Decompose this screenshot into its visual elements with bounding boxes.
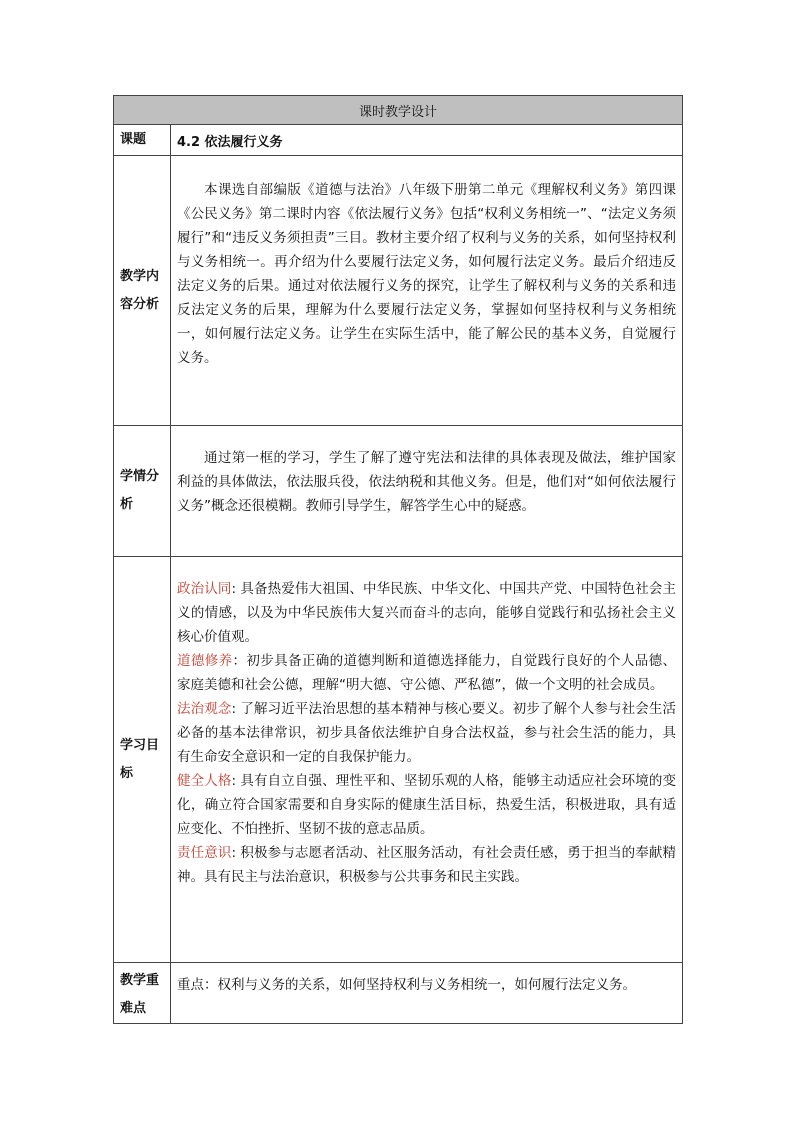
key-points-label: 教学重难点: [114, 963, 171, 1024]
table-header: 课时教学设计: [114, 96, 683, 125]
topic-label: 课题: [114, 125, 171, 156]
goal-item-responsibility: [177, 841, 676, 889]
learner-analysis-label: 学情分析: [114, 426, 171, 557]
table-header-row: [114, 96, 683, 125]
key-points-cell: [171, 963, 683, 1024]
content-analysis-label: 教学内容分析: [114, 156, 171, 426]
learner-analysis-row: [114, 426, 683, 557]
goal-key: 责任意识: [177, 845, 232, 861]
topic-row: [114, 125, 683, 156]
goal-key: 健全人格: [177, 773, 232, 789]
goal-key: 政治认同: [177, 581, 232, 597]
goal-text: : 具备热爱伟大祖国、中华民族、中华文化、中国共产党、中国特色社会主义的情感，以及为中华民族伟大复兴而奋斗的志向，能够自觉践行和弘扬社会主义核心价值观。: [177, 581, 677, 645]
lesson-design-table: [113, 95, 683, 1024]
content-analysis-text: 本课选自部编版《道德与法治》八年级下册第二单元《理解权利义务》第四课《公民义务》第二课时内容《依法履行义务》包括“权利义务相统一”、“法定义务须履行”和“违反义务须担责”三目。教材主要介绍了权利与义务的关系，如何坚持权利与义务相统一。再介绍为什么要履行法定义务，如何履行法定义务。最后介绍违反法定义务的后果。通过对依法履行义务的探究，让学生了解权利与义务的关系和违反法定义务的后果，理解为什么要履行法定义务，掌握如何坚持权利与义务相统一，如何履行法定义务。让学生在实际生活中，能了解公民的基本义务，自觉履行义务。: [177, 182, 677, 366]
learner-analysis-cell: [171, 426, 683, 557]
content-analysis-row: [114, 156, 683, 426]
goal-text: ：初步具备正确的道德判断和道德选择能力，自觉践行良好的个人品德、家庭美德和社会公德，理解“明大德、守公德、严私德”，做一个文明的社会成员。: [177, 653, 677, 693]
learning-goals-row: [114, 557, 683, 963]
goal-key: 法治观念: [177, 701, 232, 717]
goal-item-personality: [177, 769, 676, 841]
goal-item-political: [177, 577, 676, 649]
goal-item-moral: [177, 649, 676, 697]
learning-goals-cell: [171, 557, 683, 963]
content-analysis-cell: [171, 156, 683, 426]
goal-text: : 积极参与志愿者活动、社区服务活动，有社会责任感，勇于担当的奉献精神。具有民主与法治意识，积极参与公共事务和民主实践。: [177, 845, 677, 885]
goal-text: : 了解习近平法治思想的基本精神与核心要义。初步了解个人参与社会生活必备的基本法律常识，初步具备依法维护自身合法权益，参与社会生活的能力，具有生命安全意识和一定的自我保护能力。: [177, 701, 677, 765]
learner-analysis-text: 通过第一框的学习，学生了解了遵守宪法和法律的具体表现及做法，维护国家利益的具体做法，依法服兵役，依法纳税和其他义务。但是，他们对“如何依法履行义务”概念还很模糊。教师引导学生，解答学生心中的疑惑。: [177, 450, 677, 514]
goal-item-law: [177, 697, 676, 769]
goal-key: 道德修养: [177, 653, 233, 669]
key-points-text: 重点：权利与义务的关系，如何坚持权利与义务相统一，如何履行法定义务。: [177, 977, 636, 993]
topic-value: 4.2 依法履行义务: [171, 125, 683, 156]
key-points-row: [114, 963, 683, 1024]
learning-goals-label: 学习目标: [114, 557, 171, 963]
goal-text: : 具有自立自强、理性平和、坚韧乐观的人格，能够主动适应社会环境的变化，确立符合国家需要和自身实际的健康生活目标，热爱生活，积极进取，具有适应变化、不怕挫折、坚韧不拔的意志品质。: [177, 773, 677, 837]
